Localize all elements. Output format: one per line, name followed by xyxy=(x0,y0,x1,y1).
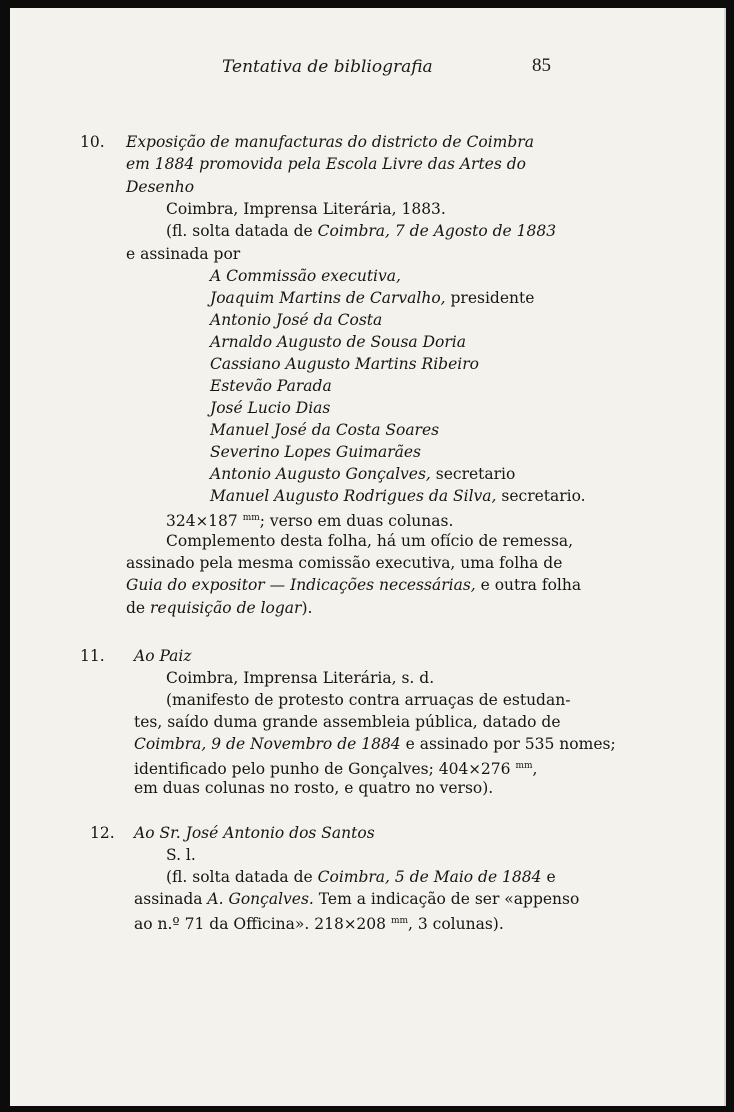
dim-width: 324 xyxy=(166,512,196,530)
entry-note-line: assinado pela mesma comissão executiva, uma folha de xyxy=(126,554,563,572)
note-text: (fl. solta datada de xyxy=(166,222,318,240)
entry-note-line xyxy=(166,866,556,888)
entry-number: 11. xyxy=(80,647,105,665)
entry-imprint: Coimbra, Imprensa Literária, s. d. xyxy=(166,669,435,687)
entry-note-line xyxy=(166,220,556,242)
entry-title-line: Desenho xyxy=(126,178,195,196)
signatory xyxy=(210,485,586,507)
times-sign: × xyxy=(468,760,481,778)
note-text: identificado pelo punho de Gonçalves; xyxy=(134,760,439,778)
note-text: , 3 colunas). xyxy=(408,915,504,933)
dim-height: 276 xyxy=(480,760,511,778)
entry-number: 10. xyxy=(80,133,105,151)
note-text: ao n.º 71 da Officina». xyxy=(134,915,315,933)
entry-title-line: Ao Paiz xyxy=(134,647,192,665)
note-italic: Guia do expositor — Indicações necessárias, xyxy=(126,576,476,594)
signatory-name: Manuel Augusto Rodrigues da Silva, xyxy=(210,487,497,505)
signatory xyxy=(210,463,515,485)
signatory-name: Joaquim Martins de Carvalho, xyxy=(210,289,446,307)
dim-width: 218 xyxy=(314,915,344,933)
signatory: A Commissão executiva, xyxy=(210,267,401,285)
mm-unit: mm xyxy=(390,916,409,926)
dim-height: 208 xyxy=(356,915,387,933)
note-text: e outra folha xyxy=(475,576,582,594)
note-text: e assinado por 535 nomes; xyxy=(400,735,616,753)
entry-title-line: Exposição de manufacturas do districto de Coimbra xyxy=(126,133,534,151)
running-header xyxy=(10,53,724,83)
book-page xyxy=(10,8,726,1106)
note-signature: A. Gonçalves. xyxy=(207,890,314,908)
signatory: José Lucio Dias xyxy=(210,399,331,417)
entry-note-line: em duas colunas no rosto, e quatro no verso). xyxy=(134,779,494,797)
entry-note-line: Complemento desta folha, há um ofício de remessa, xyxy=(166,532,574,550)
entry-note-line xyxy=(134,888,579,910)
note-text: ). xyxy=(301,599,313,617)
note-text: Tem a indicação de ser «appenso xyxy=(313,890,580,908)
note-date: Coimbra, 5 de Maio de 1884 xyxy=(317,868,542,886)
note-date: Coimbra, 7 de Agosto de 1883 xyxy=(317,222,557,240)
dim-note: ; verso em duas colunas. xyxy=(259,512,454,530)
signatory-name: Antonio Augusto Gonçalves, xyxy=(210,465,431,483)
entry-note-line xyxy=(126,597,312,619)
signatory: Estevão Parada xyxy=(210,377,332,395)
entry-imprint: S. l. xyxy=(166,846,196,864)
signatory-role: presidente xyxy=(445,289,535,307)
signatory: Arnaldo Augusto de Sousa Doria xyxy=(210,333,466,351)
signatory: Severino Lopes Guimarães xyxy=(210,443,421,461)
note-date: Coimbra, 9 de Novembro de 1884 xyxy=(134,735,401,753)
signatory-role: secretario xyxy=(430,465,516,483)
signatory-role: secretario. xyxy=(496,487,586,505)
entry-note-line: e assinada por xyxy=(126,245,241,263)
running-title: Tentativa de bibliografia xyxy=(222,57,433,77)
entry-dimensions xyxy=(166,507,453,532)
note-text: e xyxy=(541,868,556,886)
signatory: Cassiano Augusto Martins Ribeiro xyxy=(210,355,479,373)
note-text: assinada xyxy=(134,890,208,908)
note-italic: requisição de logar xyxy=(150,599,302,617)
mm-unit: mm xyxy=(242,513,260,523)
page-number: 85 xyxy=(532,55,551,76)
times-sign: × xyxy=(195,512,209,530)
entry-note-line xyxy=(134,733,616,755)
note-text: (fl. solta datada de xyxy=(166,868,318,886)
times-sign: × xyxy=(343,915,357,933)
signatory: Antonio José da Costa xyxy=(210,311,383,329)
signatory: Manuel José da Costa Soares xyxy=(210,421,440,439)
entry-title-line: em 1884 promovida pela Escola Livre das Artes do xyxy=(126,155,526,173)
mm-unit: mm xyxy=(515,761,533,771)
entry-note-line: tes, saído duma grande assembleia pública, datado de xyxy=(134,713,561,731)
entry-number: 12. xyxy=(90,824,115,842)
entry-note-line xyxy=(134,910,504,935)
entry-note-line xyxy=(126,574,581,596)
dim-width: 404 xyxy=(438,760,469,778)
dim-height: 187 xyxy=(208,512,238,530)
signatory xyxy=(210,287,534,309)
note-text: , xyxy=(532,760,538,778)
entry-title-line: Ao Sr. José Antonio dos Santos xyxy=(134,824,375,842)
note-text: de xyxy=(126,599,151,617)
entry-imprint: Coimbra, Imprensa Literária, 1883. xyxy=(166,200,446,218)
entry-note-line: (manifesto de protesto contra arruaças de estudan- xyxy=(166,691,571,709)
